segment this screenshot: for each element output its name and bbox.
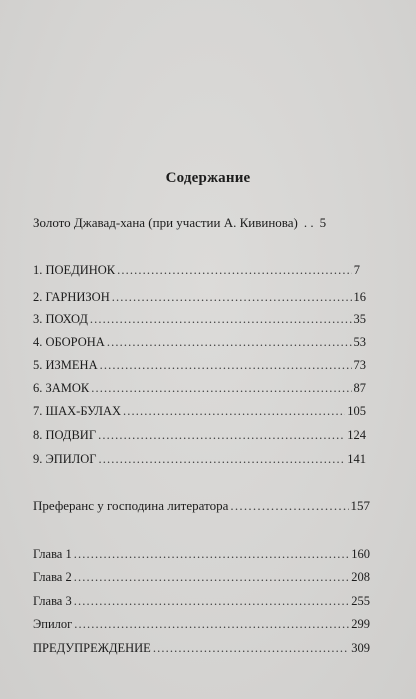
toc-entry-page: 73 xyxy=(353,358,366,372)
toc-entry-part xyxy=(33,570,370,585)
toc-entry-chapter xyxy=(33,381,366,396)
toc-leader-dots xyxy=(74,617,349,632)
toc-leader-dots xyxy=(153,641,349,656)
toc-leader-dots xyxy=(230,498,348,514)
toc-entry-label: Глава 2 xyxy=(33,570,72,584)
toc-entry-page: 160 xyxy=(351,547,370,561)
toc-entry-page: 53 xyxy=(353,335,366,349)
toc-entry-chapter xyxy=(33,358,366,373)
toc-entry-label: Глава 3 xyxy=(33,594,72,608)
toc-leader-dots xyxy=(107,335,352,350)
toc-entry-chapter xyxy=(33,404,366,419)
page-title: Содержание xyxy=(165,170,251,186)
toc-entry-chapter xyxy=(33,290,366,305)
toc-leader-dots xyxy=(74,594,350,609)
toc-entry-chapter xyxy=(33,428,366,443)
toc-entry-page: 7 xyxy=(353,263,360,277)
toc-leader-dots xyxy=(90,312,352,327)
toc-entry-page: 157 xyxy=(350,498,370,513)
toc-entry-label: 7. ШАХ-БУЛАХ xyxy=(33,404,122,418)
toc-entry-label: Эпилог xyxy=(33,617,73,631)
toc-entry-page: 105 xyxy=(347,404,366,418)
toc-leader-dots xyxy=(100,358,352,373)
toc-entry-page: 208 xyxy=(351,570,370,584)
toc-entry-part xyxy=(33,594,370,609)
toc-entry-label: Преферанс у господина литератора xyxy=(33,498,229,513)
toc-entry-page: 5 xyxy=(319,215,327,230)
toc-leader-dots xyxy=(74,570,350,585)
toc-entry-work xyxy=(33,498,370,514)
toc-leader-dots: . . xyxy=(303,215,314,230)
toc-entry-chapter xyxy=(33,452,366,467)
toc-entry-part xyxy=(33,641,370,656)
toc-leader-dots xyxy=(74,547,350,562)
toc-entry-label: 2. ГАРНИЗОН xyxy=(33,290,110,304)
toc-leader-dots xyxy=(91,381,351,396)
toc-entry-label: 9. ЭПИЛОГ xyxy=(33,452,97,466)
toc-entry-page: 124 xyxy=(347,428,366,442)
toc-leader-dots xyxy=(98,428,345,443)
toc-leader-dots xyxy=(112,290,352,305)
toc-entry-label: 8. ПОДВИГ xyxy=(33,428,97,442)
toc-entry-part xyxy=(33,617,370,632)
toc-entry-page: 255 xyxy=(351,594,370,608)
toc-entry-intro xyxy=(33,215,326,231)
toc-entry-page: 16 xyxy=(353,290,366,304)
toc-entry-label: ПРЕДУПРЕЖДЕНИЕ xyxy=(33,641,151,655)
toc-entry-chapter xyxy=(33,312,366,327)
toc-entry-page: 309 xyxy=(351,641,370,655)
toc-entry-label: 5. ИЗМЕНА xyxy=(33,358,98,372)
toc-entry-label: Глава 1 xyxy=(33,547,72,561)
toc-entry-chapter xyxy=(33,263,360,278)
toc-entry-label: 4. ОБОРОНА xyxy=(33,335,105,349)
toc-entry-chapter xyxy=(33,335,366,350)
toc-leader-dots xyxy=(123,404,345,419)
toc-entry-label: 3. ПОХОД xyxy=(33,312,88,326)
toc-leader-dots xyxy=(117,263,352,278)
toc-entry-part xyxy=(33,547,370,562)
toc-entry-page: 299 xyxy=(351,617,370,631)
toc-leader-dots xyxy=(99,452,346,467)
toc-entry-page: 35 xyxy=(353,312,366,326)
toc-entry-label: 6. ЗАМОК xyxy=(33,381,90,395)
toc-entry-label: Золото Джавад-хана (при участии А. Кивинова) xyxy=(33,215,298,230)
toc-entry-page: 141 xyxy=(347,452,366,466)
toc-entry-label: 1. ПОЕДИНОК xyxy=(33,263,116,277)
toc-entry-page: 87 xyxy=(353,381,366,395)
